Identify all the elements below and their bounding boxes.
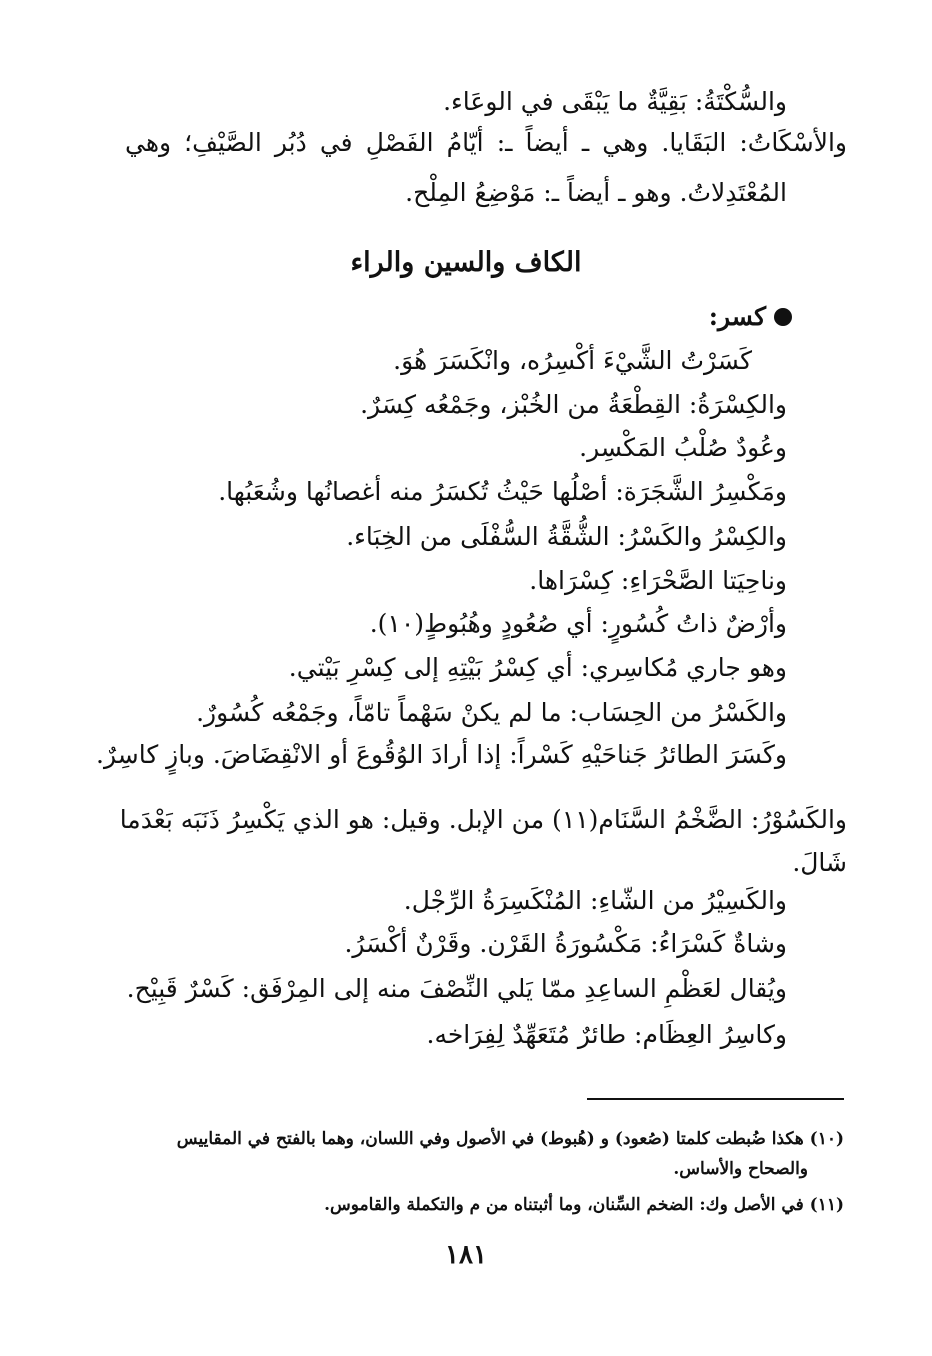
text-line: ومَكْسِرُ الشَّجَرَة: أصْلُها حَيْثُ تُكسَرُ منه أغصانُها وشُعَبُها. bbox=[218, 477, 787, 506]
entry-label: كسر: bbox=[708, 302, 766, 331]
text-line: وعُودٌ صُلْبُ المَكْسِر. bbox=[579, 433, 787, 462]
footnote-10-continued: والصحاح والأساس. bbox=[673, 1159, 808, 1179]
bullet-icon bbox=[774, 308, 792, 326]
text-line: المُعْتَدِلاتُ. وهو ـ أيضاً ـ: مَوْضِعُ المِلْح. bbox=[405, 178, 787, 207]
section-heading: الكاف والسين والراء bbox=[350, 247, 582, 278]
text-line: وناحِيَتا الصَّحْرَاءِ: كِسْرَاها. bbox=[529, 566, 787, 595]
text-line: كَسَرْتُ الشَّيْءَ أكْسِرُه، وانْكَسَرَ هُوَ. bbox=[393, 346, 752, 375]
text-line: والسُّكْتَةُ: بَقِيَّةٌ ما يَبْقَى في الوعَاء. bbox=[443, 87, 787, 116]
text-line: وكاسِرُ العِظَام: طائرٌ مُتَعَهِّدٌ لِفِرَاخه. bbox=[426, 1020, 787, 1049]
text-line: ويُقال لعَظْمِ الساعِدِ ممّا يَلي النِّصْفَ منه إلى المِرْفَق: كَسْرٌ قَبِيْح. bbox=[126, 974, 787, 1003]
text-line: وأرْضٌ ذاتُ كُسُورٍ: أي صُعُودٍ وهُبُوطٍ(١٠). bbox=[369, 609, 787, 638]
text-line: والكِسْرَةُ: القِطْعَةُ من الخُبْز، وجَمْعُه كِسَرٌ. bbox=[360, 390, 787, 419]
text-line: والكَسْرُ من الحِسَاب: ما لم يكنْ سَهْماً تامّاً، وجَمْعُه كُسُورٌ. bbox=[196, 698, 787, 727]
text-line: والكِسْرُ والكَسْرُ: الشُّقَّةُ السُّفْلَى من الخِبَاء. bbox=[346, 522, 787, 551]
footnote-10: (١٠) هكذا ضُبطت كلمتا (صُعود) و (هُبوط) في الأصول وفي اللسان، وهما بالفتح في المقاييس bbox=[176, 1129, 844, 1149]
footnote-11: (١١) في الأصل وك: الضخم السِّنان، وما أثبتناه من م والتكملة والقاموس. bbox=[324, 1195, 844, 1215]
page-number: ١٨١ bbox=[445, 1240, 487, 1270]
text-line: والكَسِيْرُ من الشّاءِ: المُنْكَسِرَةُ الرِّجْل. bbox=[403, 886, 787, 915]
text-line: والأسْكَاتُ: البَقَايا. وهي ـ أيضاً ـ: أيّامُ الفَصْلِ في دُبُر الصَّيْفِ؛ وهي bbox=[125, 128, 847, 157]
text-line: وهو جاري مُكاسِري: أي كِسْرُ بَيْتِهِ إلى كِسْرِ بَيْتي. bbox=[288, 653, 787, 682]
text-line: شَالَ. bbox=[792, 848, 847, 877]
text-line: والكَسُوْرُ: الضَّخْمُ السَّنَام(١١) من الإبل. وقيل: هو الذي يَكْسِرُ ذَنَبَه بَعْدَما bbox=[119, 805, 847, 834]
text-line: وكَسَرَ الطائرُ جَناحَيْهِ كَسْراً: إذا أرادَ الوُقُوعَ أو الانْقِضَاضَ. وبازٍ كاسِرٌ. bbox=[96, 740, 787, 769]
footnote-divider bbox=[587, 1098, 844, 1100]
text-line: وشاةٌ كَسْرَاءُ: مَكْسُورَةُ القَرْن. وقَرْنٌ أكْسَرُ. bbox=[344, 929, 787, 958]
